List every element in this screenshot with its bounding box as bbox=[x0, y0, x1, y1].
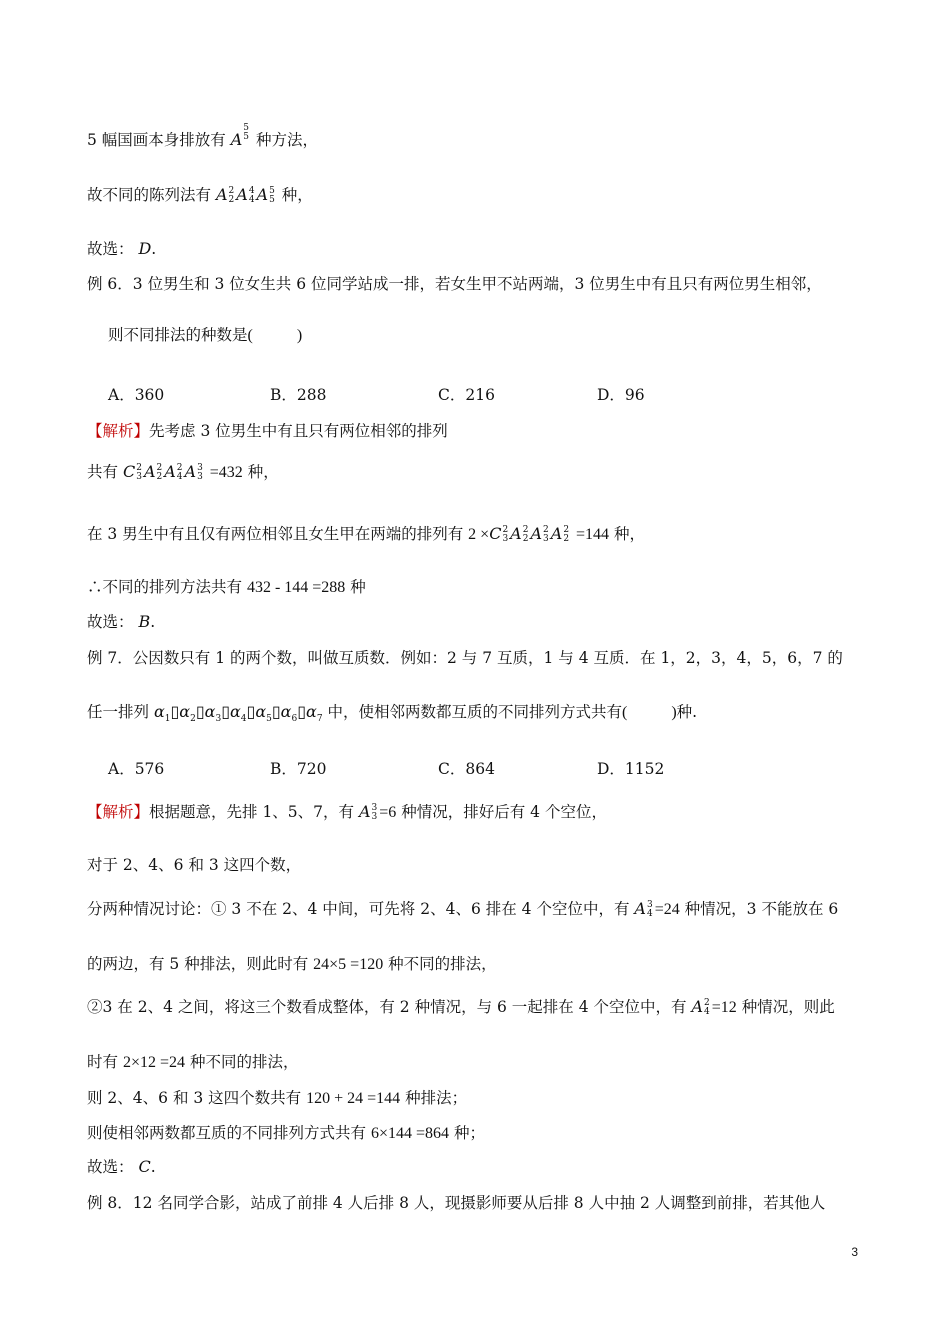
solution-7-answer: 故选： C. bbox=[87, 1157, 156, 1176]
ex6-option-c: C．216 bbox=[438, 386, 495, 404]
example-6-question: 则不同排法的种数是( ) bbox=[108, 326, 303, 344]
solution-7-line-c: 分两种情况讨论：① 3 不在 2、4 中间，可先将 2、4、6 排在 4 个空位中，有 A 3 4 =24 种情况，3 不能放在 6 bbox=[87, 899, 839, 919]
ex7-option-c: C．864 bbox=[438, 760, 495, 778]
solution-6-line-b: 共有 C 2 3 A 2 2 A 2 4 A 3 3 =432 种， bbox=[87, 462, 279, 482]
solution-6-answer: 故选： B. bbox=[87, 612, 156, 631]
solution-7-line-h: 则使相邻两数都互质的不同排列方式共有 6×144 =864 种； bbox=[87, 1124, 485, 1142]
example-6: 例 6．3 位男生和 3 位女生共 6 位同学站成一排，若女生甲不站两端，3 位男生中有且只有两位男生相邻， bbox=[87, 275, 822, 293]
page-number: 3 bbox=[851, 1245, 858, 1259]
ex7-option-b: B．720 bbox=[270, 760, 327, 778]
line-3: 故选： D. bbox=[87, 239, 157, 258]
example-7-question: 任一排列 $\alpha_1▯\alpha_2▯\alpha_3▯\alpha_4▯\alpha_5▯\alpha_6▯\alpha_7$ 中，使相邻两数都互质的不同排列方式共有( )种. bbox=[87, 702, 698, 725]
line-2: 故不同的陈列法有 A 2 2 A 4 4 A 5 5 种， bbox=[87, 185, 313, 205]
answer-blank: ( ) bbox=[622, 704, 677, 721]
example-7: 例 7．公因数只有 1 的两个数，叫做互质数．例如：2 与 7 互质，1 与 4 互质．在 1，2，3，4，5，6，7 的 bbox=[87, 649, 843, 667]
solution-7-line-f: 时有 2×12 =24 种不同的排法， bbox=[87, 1053, 299, 1071]
line-1: 5 幅国画本身排放有 A 5 5 种方法， bbox=[87, 123, 318, 149]
ex6-option-d: D．96 bbox=[597, 386, 645, 404]
solution-6-line-c: 在 3 男生中有且仅有两位相邻且女生甲在两端的排列有 2 ×C 2 3 A 2 2 A 2 3 A 2 2 =144 种， bbox=[87, 524, 645, 544]
sequence-a1-a7: $\alpha_1▯\alpha_2▯\alpha_3▯\alpha_4▯\alpha_5▯\alpha_6▯\alpha_7$ bbox=[153, 702, 323, 725]
solution-7-line-a: 【解析】根据题意，先排 1、5、7，有 A 3 3 =6 种情况，排好后有 4 个空位， bbox=[87, 802, 607, 822]
solution-7-line-d: 的两边，有 5 种排法，则此时有 24×5 =120 种不同的排法， bbox=[87, 955, 497, 973]
solution-7-line-b: 对于 2、4、6 和 3 这四个数， bbox=[87, 856, 302, 874]
solution-6-intro: 【解析】先考虑 3 位男生中有且只有两位相邻的排列 bbox=[87, 422, 448, 440]
solution-7-line-g: 则 2、4、6 和 3 这四个数共有 120 + 24 =144 种排法； bbox=[87, 1089, 468, 1107]
ex7-option-d: D．1152 bbox=[597, 760, 665, 778]
ex6-option-a: A．360 bbox=[108, 386, 165, 404]
answer-blank: ( ) bbox=[247, 327, 303, 344]
ex7-option-a: A．576 bbox=[108, 760, 165, 778]
formula-a55: A 5 5 bbox=[230, 123, 250, 149]
example-8: 例 8．12 名同学合影，站成了前排 4 人后排 8 人，现摄影师要从后排 8 人中抽 2 人调整到前排，若其他人 bbox=[87, 1194, 826, 1212]
solution-7-line-e: ②3 在 2、4 之间，将这三个数看成整体，有 2 种情况，与 6 一起排在 4 个空位中，有 A 2 4 =12 种情况，则此 bbox=[87, 997, 835, 1017]
solution-6-line-d: ∴不同的排列方法共有 432 - 144 =288 种 bbox=[87, 578, 366, 596]
ex6-option-b: B．288 bbox=[270, 386, 327, 404]
formula-a22a44a55: A 2 2 A 4 4 A 5 5 bbox=[215, 185, 275, 205]
